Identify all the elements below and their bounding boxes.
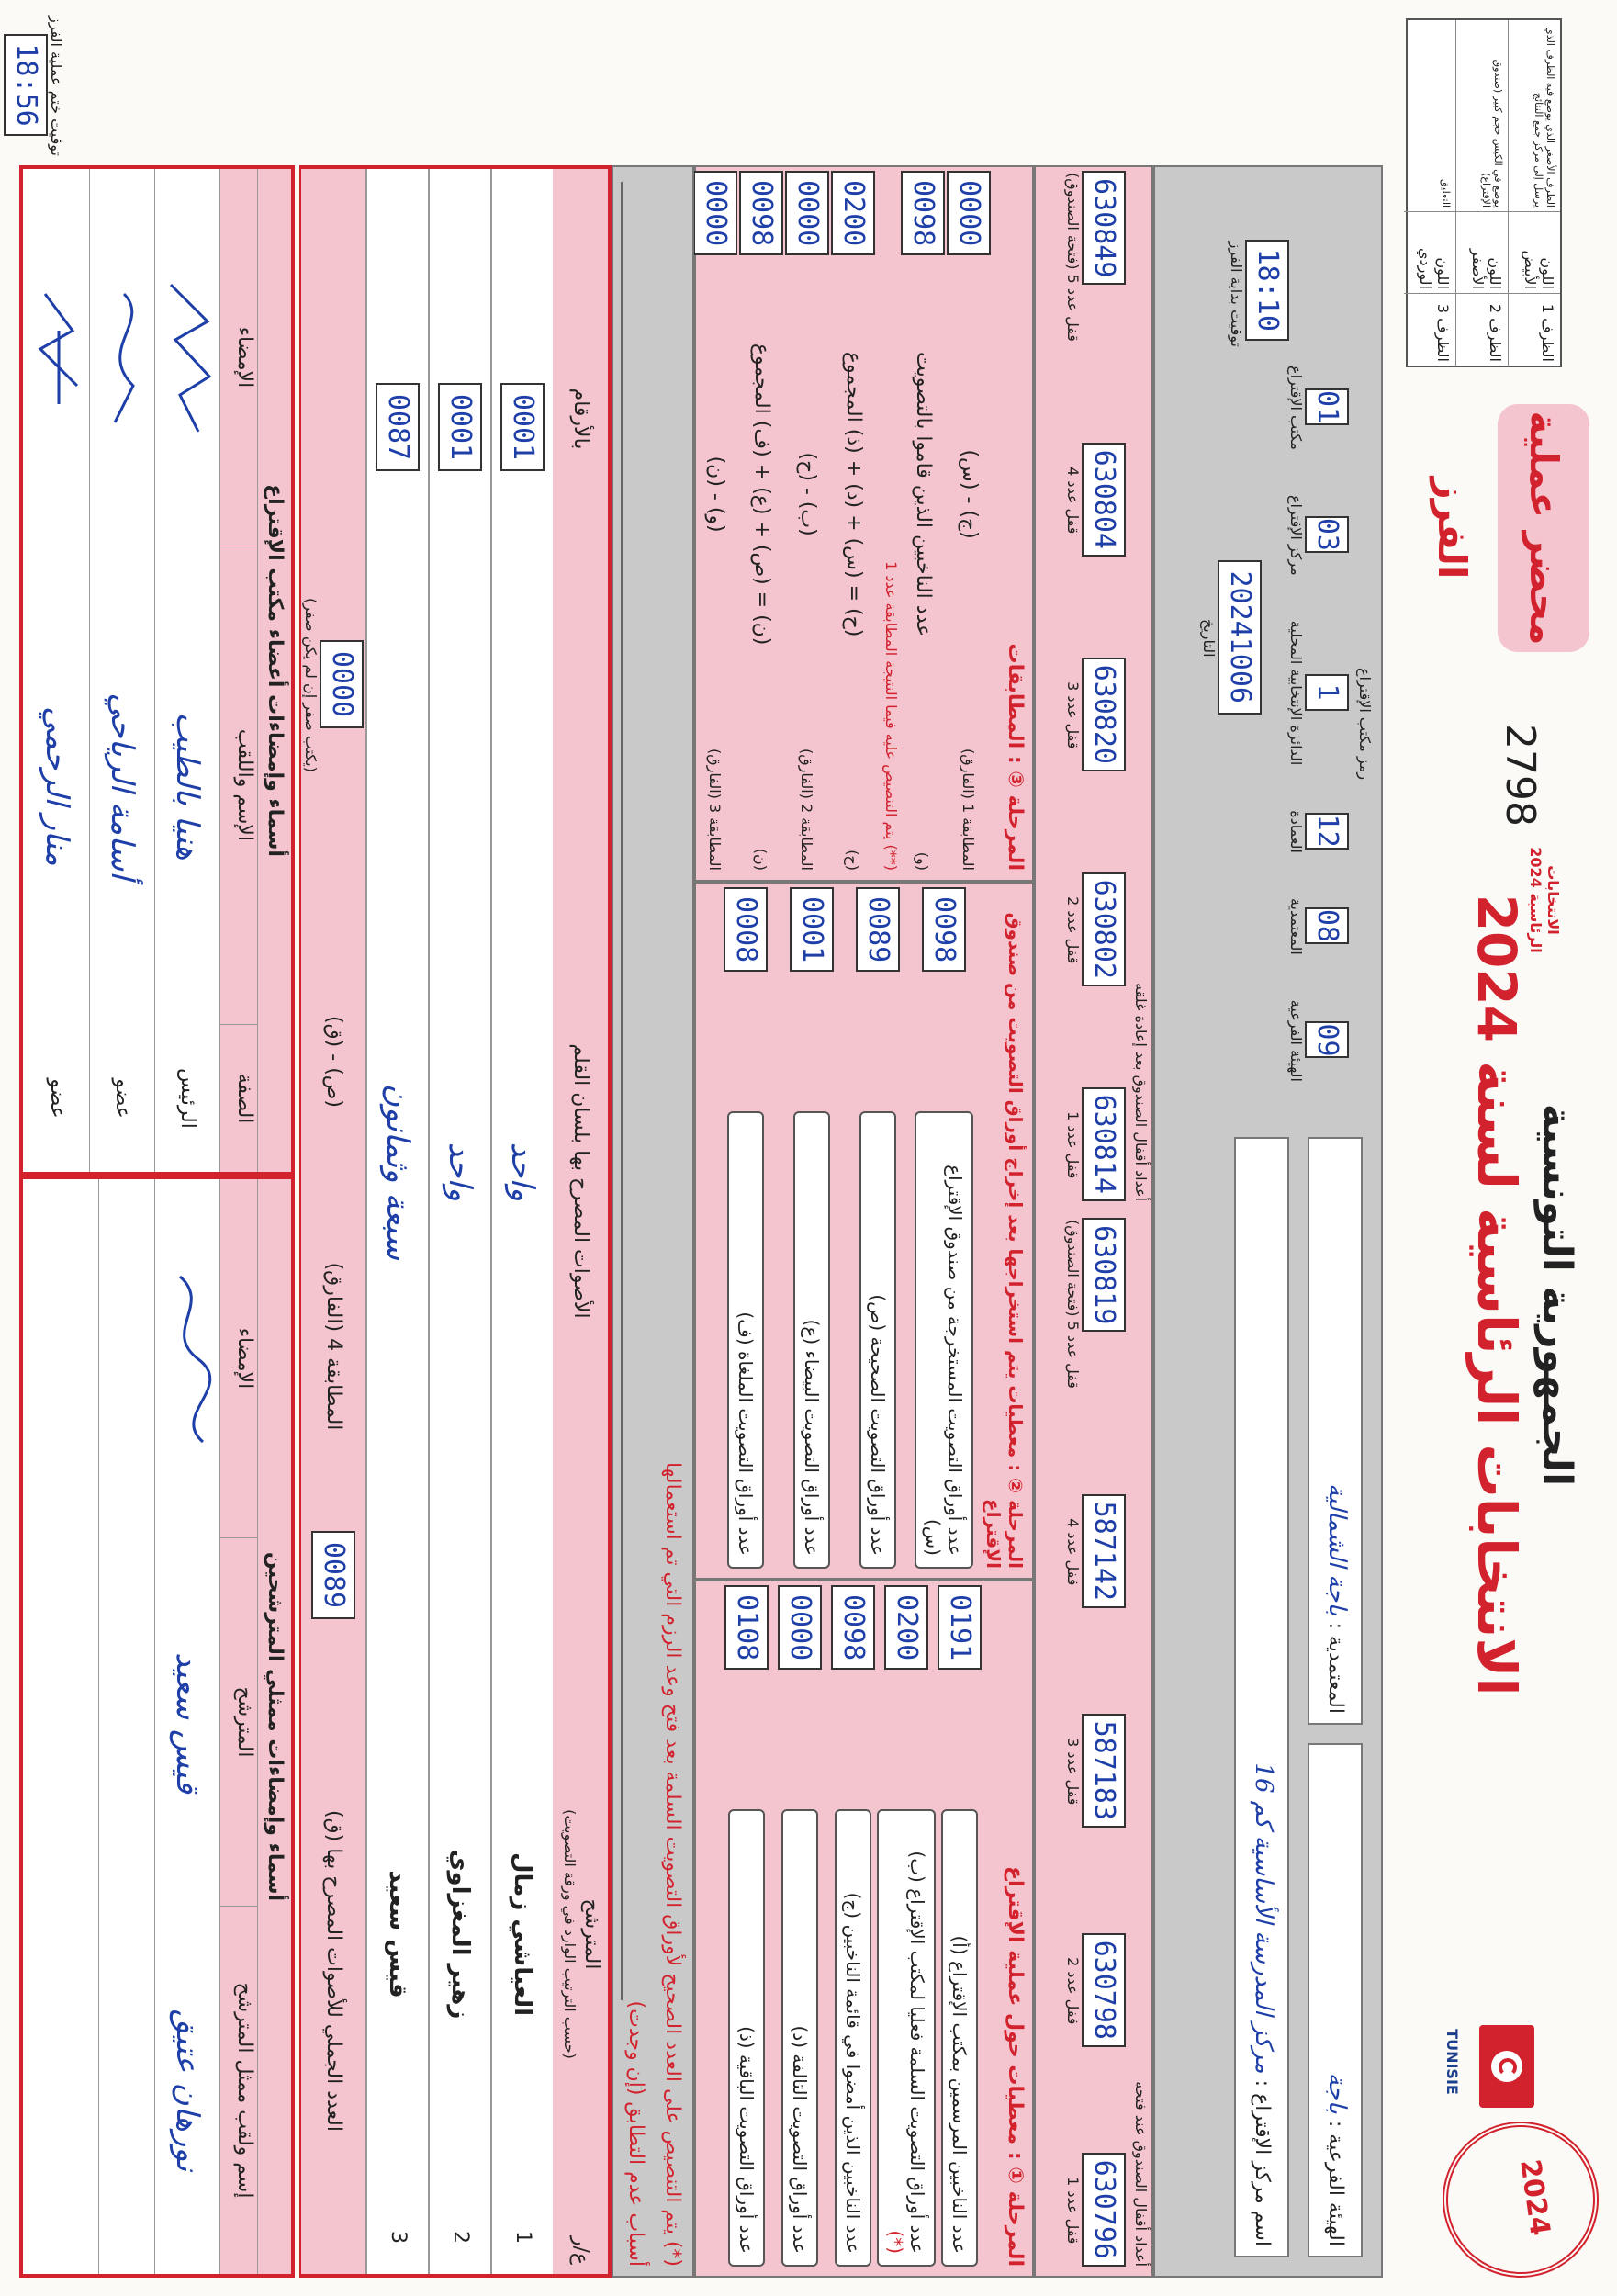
results-table	[299, 165, 612, 2278]
rep-signature	[158, 1179, 217, 1539]
end-time-field: توقيت ختم عملية الفرز 18:56	[4, 16, 65, 156]
locks-open-row	[1064, 1220, 1126, 2267]
result-row: 2 زهير المغزاوي واحد 0001	[428, 169, 490, 2274]
stage1-row: عدد الناخبين الذين أمضوا في قائمة الناخبين (ج) 0098	[826, 1587, 880, 2267]
stage3-note: (**) يتم التنصيص عليه فيما النتيجة المطابقة عدد 1	[882, 561, 900, 871]
lock-field: 630814 قفل عدد 1	[1064, 1089, 1126, 1201]
lock-field: 630819 قفل عدد 5 (فتحة الصندوق)	[1064, 1220, 1126, 1389]
color-key-table	[1406, 18, 1562, 367]
stage2-title: المرحلة ② : معطيات يتم استخراجها بعد إخراج أوراق التصويت من صندوق الإقتراع	[983, 912, 1027, 1569]
office-code-label: رمز مكتب الإقتراع	[1356, 667, 1374, 781]
stage3-title: المرحلة ③ : المطابقات	[1004, 643, 1027, 871]
delegation-value: باجة الشمالية	[1323, 1483, 1351, 1616]
lock-field: 630802 قفل عدد 2	[1064, 874, 1126, 986]
identification-band	[1153, 165, 1383, 2278]
date-value: 20241006	[1218, 562, 1262, 715]
brand-2024-text: الانتخابات الرئاسية 2024	[1527, 847, 1562, 953]
code-field: 03 مركز الإقتراع	[1287, 495, 1349, 576]
center-name-value: مركز المدرسة الأساسية كم 16	[1250, 1762, 1277, 2074]
code-field: 12 العمادة	[1287, 810, 1349, 853]
center-name-field: اسم مركز الإقتراع : مركز المدرسة الأساسية كم 16	[1234, 1137, 1289, 2257]
color-key-row: الظرف 1 اللون الأبيض الظرف الأصغر الذي يوضع فيه الظرف الذي يرسل إلى مركز جمع النتائج	[1508, 20, 1560, 366]
header-titles	[1465, 882, 1580, 1708]
member-row: عضو أسامة الرياحي	[90, 169, 155, 1172]
brand-2024-logo	[1527, 845, 1562, 955]
reps-empty-row	[43, 1179, 99, 2274]
stage3-row: المطابقة 1 (الفارق) (ج) - (س) 0000	[946, 173, 992, 871]
signature-icon	[96, 276, 152, 441]
lock-field: 630849 قفل عدد 5 (فتحة الصندوق)	[1064, 173, 1126, 342]
tunisia-flag-icon	[1479, 2025, 1534, 2108]
stage1-title: المرحلة ① : معطيات حول عملية الإقتراع	[1004, 1866, 1027, 2267]
reasons-line	[621, 182, 623, 2000]
date-field: 20241006 التاريخ	[1200, 562, 1262, 715]
locks-open-label: أعداد أقفال الصندوق عند فتحه	[1132, 2081, 1150, 2267]
stage1-row: عدد أوراق التصويت التالفة (د) 0000	[773, 1587, 826, 2267]
reps-header: إسم ولقب ممثل المترشح المترشح الإمضاء	[220, 1179, 258, 2274]
code-field: 09 الهيئة الفرعية	[1287, 1000, 1349, 1082]
stage2-row: عدد أوراق التصويت الصحيحة (ص) 0089	[845, 889, 911, 1569]
results-header	[553, 169, 608, 2274]
result-row: 1 العياشي زمال واحد 0001	[490, 169, 553, 2274]
republic-title: الجمهورية التونسية	[1533, 1103, 1580, 1487]
signature-icon	[162, 276, 217, 441]
code-field: 1 الدائرة الإنتخابية المحلية	[1287, 621, 1349, 766]
stage3-row: (ح) (ح) = (س) + (د) + (ذ) المجموع 0200	[830, 173, 876, 871]
representatives-table	[19, 1176, 295, 2278]
stage2-rows	[713, 889, 977, 1569]
election-title: الانتخابات الرئاسية لسنة 2024	[1465, 894, 1528, 1696]
lock-field: 587142 قفل عدد 4	[1064, 1496, 1126, 1608]
stage1-note: (*) يتم التنصيص على العدد الصحيح لأوراق التصويت السلمة بعد فتح وعد الرزم التي تم استعمالها	[661, 1462, 684, 2267]
code-field: 08 المعتمدية	[1287, 898, 1349, 955]
member-row: الرئيس هنيا بالطيب	[155, 169, 220, 1172]
locks-reclose-label: أعداد أقفال الصندوق بعد إعادة غلقه	[1132, 983, 1150, 1201]
total-votes-value: 0089	[311, 1531, 355, 1619]
document-title-badge: محضر عملية الفرز	[1498, 404, 1589, 652]
locks-reclose-row	[1064, 173, 1126, 1201]
start-time-value: 18:10	[1245, 240, 1289, 341]
regional-field: الهيئة الفرعية : باجة	[1308, 1743, 1363, 2257]
lock-field: 630798 قفل عدد 2	[1064, 1935, 1126, 2047]
stage2-row: عدد أوراق التصويت البيضاء (ع) 0001	[779, 889, 845, 1569]
stage3-section	[694, 165, 1034, 882]
stage2-section	[694, 882, 1034, 1580]
end-time-value: 18:56	[4, 34, 48, 135]
stage1-row: عدد أوراق التصويت السلمة فعليا لمكتب الإقتراع (ب) (*) 0200	[880, 1587, 933, 2267]
stage2-row: عدد أوراق التصويت المستخرجة من صندوق الإقتراع (س) 0098	[911, 889, 977, 1569]
stage3-row: (و) عدد الناخبين الذين قاموا بالتصويت 0098	[900, 173, 946, 871]
members-table	[19, 165, 295, 1176]
form-number: 2798	[1497, 724, 1544, 827]
stage3-row: المطابقة 2 (الفارق) (ب) - (ح) 0000	[784, 173, 830, 871]
office-code-fields	[1287, 366, 1349, 1082]
lock-field: 630820 قفل عدد 3	[1064, 659, 1126, 771]
members-header: الصفة الإسم واللقب الإمضاء	[220, 169, 258, 1172]
result-row: 3 قيس سعيد سبعة وثمانون 0087	[365, 169, 428, 2274]
reps-title: أسماء وإمضاءات ممثلي المترشحين	[258, 1179, 291, 2274]
results-total-row: العدد الجملي للأصوات المصرح بها (ق) 0089 المطابقة 4 (الفارق) (ص) - (ق) 0000 (يكتب صفر إن لم يكن صفر)	[301, 169, 365, 2274]
delegation-field: المعتمدية : باجة الشمالية	[1308, 1137, 1363, 1725]
lock-field: 630804 قفل عدد 4	[1064, 445, 1126, 557]
stage1-row: عدد أوراق التصويت الباقية (ذ) 0108	[720, 1587, 773, 2267]
stage2-row: عدد أوراق التصويت الملغاة (ف) 0008	[713, 889, 779, 1569]
color-key-row: الظرف 3 اللون الوردي التعليق	[1404, 20, 1455, 366]
stage1-rows	[720, 1587, 986, 2267]
isie-logo-text: TUNISIE	[1443, 2029, 1461, 2095]
stage3-rows	[692, 173, 992, 871]
stage3-row: المطابقة 3 (الفارق) (و) - (ن) 0000	[692, 173, 738, 871]
members-title: أسماء وإمضاءات أعضاء مكتب الإقتراع	[258, 169, 291, 1172]
lock-field: 587183 قفل عدد 3	[1064, 1716, 1126, 1828]
reasons-label: أسباب عدم التطابق (إن وجدت)	[624, 2000, 647, 2267]
regional-value: باجة	[1323, 2072, 1351, 2114]
locks-band	[1034, 165, 1153, 2278]
isie-logo	[1443, 2011, 1461, 2112]
signature-icon	[162, 1267, 217, 1451]
col-candidate: المترشح (حسب الترتيب الوارد في ورقة التصويت)	[561, 1809, 603, 2059]
lock-field: 630796 قفل عدد 1	[1064, 2155, 1126, 2267]
reps-empty-row	[99, 1179, 155, 2274]
match4-value: 0000	[320, 640, 365, 728]
official-stamp: 2024	[1432, 2111, 1609, 2288]
col-digits: بالأرقام	[569, 388, 592, 450]
col-num: ع/ر	[569, 2235, 592, 2265]
signature-icon	[31, 276, 86, 441]
col-letters: الأصوات المصرح بها بلسان القلم	[569, 1043, 592, 1319]
notes-band	[612, 165, 694, 2278]
start-time-field: 18:10 توقيت بداية الفرز	[1228, 242, 1289, 347]
member-row: عضو منار الرحمي	[25, 169, 90, 1172]
reps-row: نورهان عتيق قيس سعيد	[155, 1179, 220, 2274]
stage3-row: (ن) (ن) = (ص) + (ع) + (ف) المجموع 0098	[738, 173, 784, 871]
results-rows	[301, 169, 553, 2274]
color-key-row: الظرف 2 اللون الأصفر يوضع في الكيس حجم كبير (صندوق الإقتراع)	[1455, 20, 1508, 366]
header-logos	[1387, 2002, 1599, 2278]
stage1-section	[694, 1580, 1034, 2278]
code-field: 01 مكتب الإقتراع	[1287, 366, 1349, 450]
stage1-row: عدد الناخبين المرسمين بمكتب الإقتراع (أ) 0191	[933, 1587, 986, 2267]
